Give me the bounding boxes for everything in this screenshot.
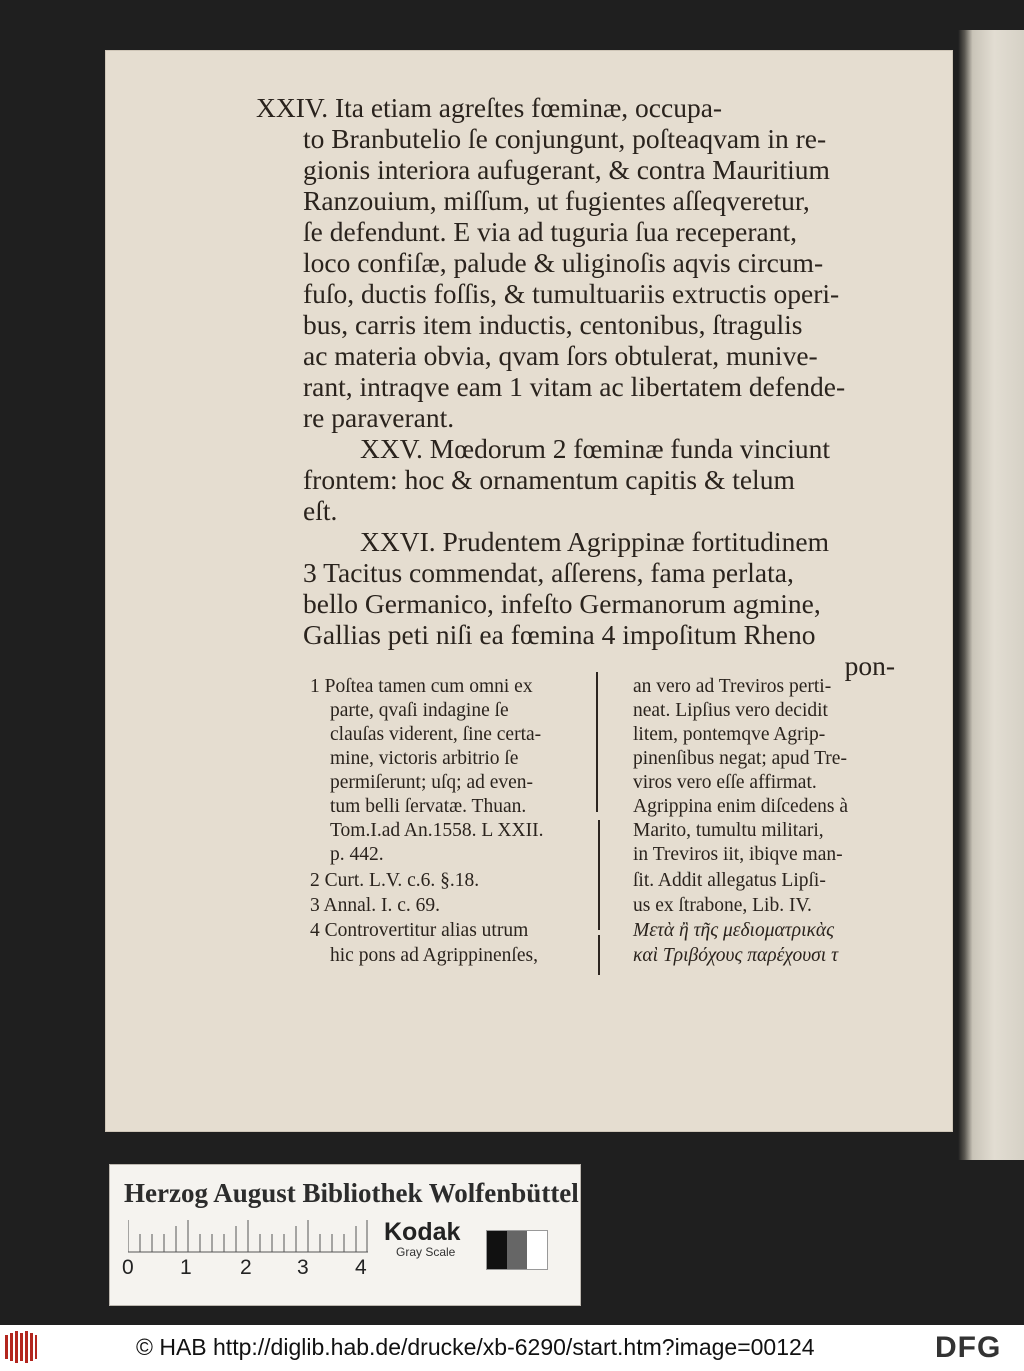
footnote-line: viros vero eſſe affirmat. <box>633 772 817 793</box>
footnote-line: 3 Annal. I. c. 69. <box>310 895 440 916</box>
footnote-line: us ex ſtrabone, Lib. IV. <box>633 895 812 916</box>
text-line: XXV. Mœdorum 2 fœminæ funda vinciunt <box>360 433 831 464</box>
text-line: gionis interiora aufugerant, & contra Mauritium <box>303 154 830 185</box>
text-line: Ranzouium, miſſum, ut fugientes aſſeqveretur, <box>303 185 810 216</box>
permalink-text[interactable]: © HAB http://diglib.hab.de/drucke/xb-6290/start.htm?image=00124 <box>136 1334 815 1360</box>
text-line: XXVI. Prudentem Agrippinæ fortitudinem <box>360 526 829 557</box>
scale-number: 3 <box>297 1256 309 1279</box>
footnote-line: hic pons ad Agrippinenſes, <box>330 945 538 966</box>
text-line: bus, carris item inductis, centonibus, ſtragulis <box>303 309 803 340</box>
catchword: pon- <box>844 650 895 681</box>
column-rule <box>598 820 600 930</box>
scale-number: 2 <box>240 1256 252 1279</box>
footnote-line: mine, victoris arbitrio ſe <box>330 748 519 769</box>
footnote-line: clauſas viderent, ſine certa- <box>330 724 542 745</box>
footnote-line: tum belli ſervatæ. Thuan. <box>330 796 527 817</box>
scale-number: 4 <box>355 1256 367 1279</box>
text-line: 3 Tacitus commendat, aſſerens, fama perlata, <box>303 557 794 588</box>
footnote-line: parte, qvaſi indagine ſe <box>330 700 509 721</box>
dfg-logo: DFG <box>935 1331 1002 1364</box>
text-line: eſt. <box>303 495 338 526</box>
text-line: XXIV. Ita etiam agreſtes fœminæ, occupa- <box>256 92 723 123</box>
footnote-line: pinenſibus negat; apud Tre- <box>633 748 847 769</box>
scale-number: 0 <box>122 1256 134 1279</box>
footnote-line: an vero ad Treviros perti- <box>633 676 832 697</box>
footnote-line: in Treviros iit, ibiqve man- <box>633 844 843 865</box>
text-line: frontem: hoc & ornamentum capitis & telum <box>303 464 795 495</box>
footnote-line: litem, pontemqve Agrip- <box>633 724 826 745</box>
adjacent-page-edge <box>958 30 1024 1160</box>
text-line: fuſo, ductis foſſis, & tumultuariis extructis operi- <box>303 278 840 309</box>
swatch-white <box>527 1231 547 1269</box>
scale-ruler-icon <box>128 1220 368 1254</box>
footnote-line-greek: Μετὰ ἢ τῆς μεδιοματρικὰς <box>633 920 834 941</box>
gray-scale-label: Gray Scale <box>396 1245 456 1259</box>
footnote-line: Tom.I.ad An.1558. L XXII. <box>330 820 544 841</box>
footnote-line: neat. Lipſius vero decidit <box>633 700 828 721</box>
scale-number: 1 <box>180 1256 192 1279</box>
gray-swatches <box>486 1230 548 1270</box>
column-rule <box>596 672 598 812</box>
kodak-brand: Kodak <box>384 1218 461 1246</box>
swatch-gray <box>507 1231 527 1269</box>
footnote-line: Marito, tumultu militari, <box>633 820 824 841</box>
footnote-line: ſit. Addit allegatus Lipſi- <box>633 870 826 891</box>
text-line: ſe defendunt. E via ad tuguria ſua receperant, <box>303 216 798 247</box>
column-rule <box>598 935 600 975</box>
footnote-line: 4 Controvertitur alias utrum <box>310 920 529 941</box>
footnote-line: Agrippina enim diſcedens à <box>633 796 848 817</box>
hab-logo-icon <box>4 1331 38 1363</box>
text-line: Gallias peti niſi ea fœmina 4 impoſitum Rheno <box>303 619 816 650</box>
text-line: bello Germanico, infeſto Germanorum agmine, <box>303 588 821 619</box>
swatch-black <box>487 1231 507 1269</box>
footnote-line: 2 Curt. L.V. c.6. §.18. <box>310 870 480 891</box>
text-line: loco confiſæ, palude & uliginoſis aqvis circum- <box>303 247 824 278</box>
footnote-line: permiſerunt; uſq; ad even- <box>330 772 534 793</box>
text-line: rant, intraqve eam 1 vitam ac libertatem defende- <box>303 371 846 402</box>
footnote-line-greek: καὶ Τριβόχους παρέχουσι τ <box>633 945 839 966</box>
footnote-line: 1 Poſtea tamen cum omni ex <box>310 676 533 697</box>
text-line: re paraverant. <box>303 402 455 433</box>
text-line: to Branbutelio ſe conjungunt, poſteaqvam in re- <box>303 123 827 154</box>
library-name: Herzog August Bibliothek Wolfenbüttel <box>124 1178 579 1208</box>
text-line: ac materia obvia, qvam ſors obtulerat, munive- <box>303 340 818 371</box>
footnote-line: p. 442. <box>330 844 384 865</box>
